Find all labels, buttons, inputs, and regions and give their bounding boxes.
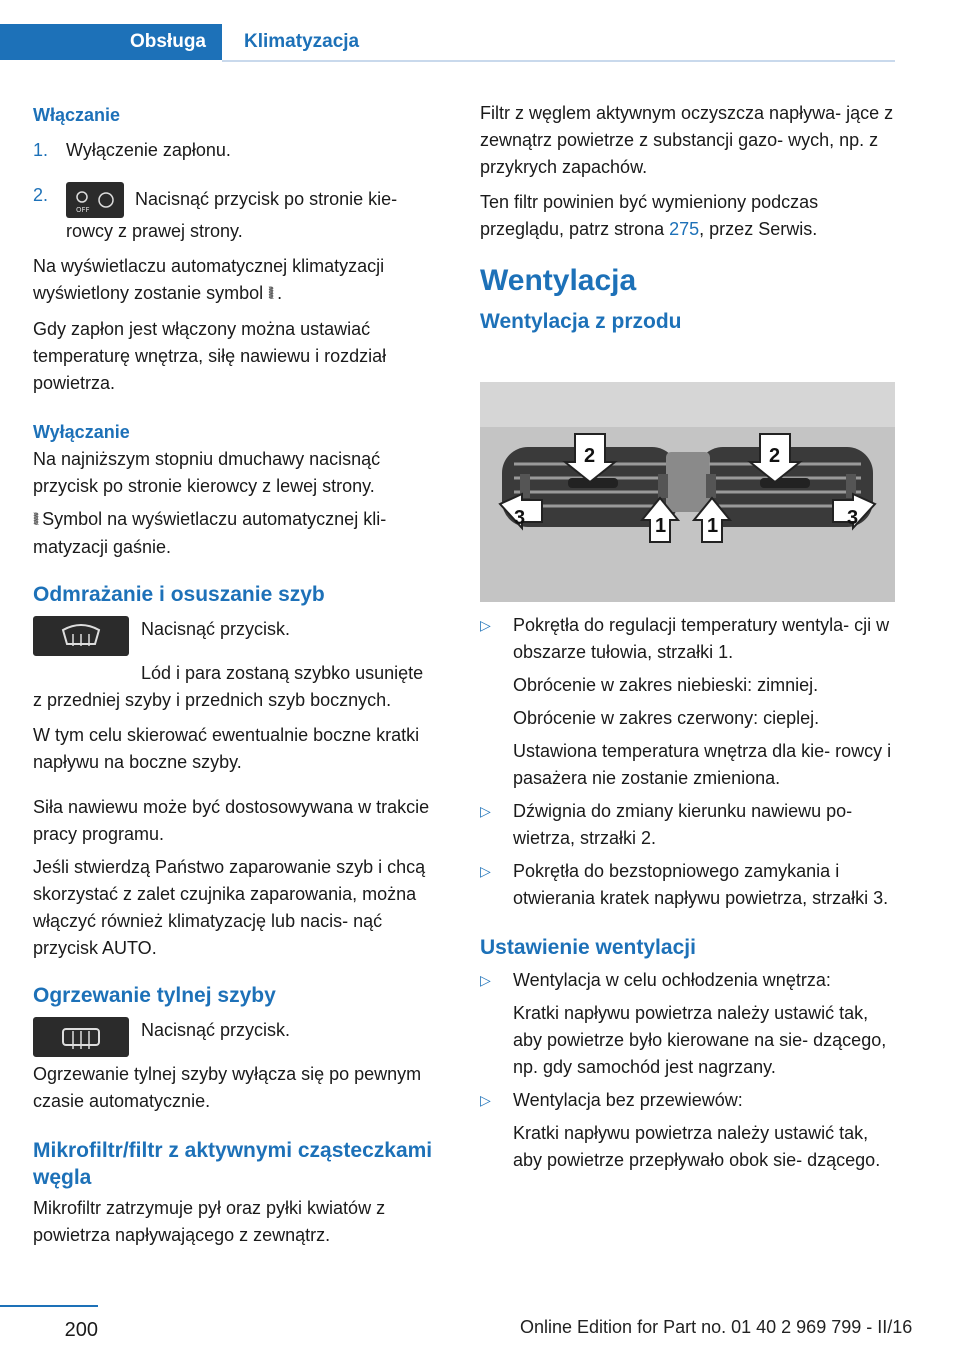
bullet-triangle-icon: ▷ — [480, 1092, 491, 1108]
bullet-triangle-icon: ▷ — [480, 803, 491, 819]
paragraph: Jeśli stwierdzą Państwo zaparowanie szyb i chcą skorzystać z zalet czujnika zaparowania, można włączyć również klimatyzację lub nacis- nąć przycisk AUTO. — [33, 857, 426, 958]
paragraph: W tym celu skierować ewentualnie boczne kratki napływu na boczne szyby. — [33, 725, 420, 772]
heading-ustawienie: Ustawienie wentylacji — [480, 936, 696, 959]
paragraph: Obrócenie w zakres czerwony: cieplej. — [513, 708, 820, 728]
right-column-lower — [480, 612, 896, 1174]
paragraph: Kratki napływu powietrza należy ustawić tak, aby powietrze było kierowane na sie- dzącego, np. gdy samochód jest nagrzany. — [513, 1003, 887, 1077]
figure-label: 1 — [655, 515, 667, 537]
svg-text:OFF: OFF — [76, 206, 90, 214]
list-item: ▷ Pokrętła do regulacji temperatury wentyla- cji w obszarze tułowia, strzałki 1. — [480, 612, 896, 666]
list-item — [33, 182, 443, 245]
vent-figure — [480, 382, 895, 602]
step-text: Nacisnąć przycisk po stronie kie- rowcy z prawej strony. — [66, 188, 398, 241]
paragraph: Lód i para zostaną szybko usunięte — [141, 663, 424, 683]
heading-odmrazanie: Odmrażanie i osuszanie szyb — [33, 583, 325, 606]
tab-divider — [222, 60, 895, 62]
paragraph: Nacisnąć przycisk. — [141, 619, 291, 639]
defrost-block — [33, 616, 443, 656]
paragraph: Obrócenie w zakres niebieski: zimniej. — [513, 675, 819, 695]
heading-wentylacja: Wentylacja — [480, 264, 637, 297]
page-number: 200 — [0, 1305, 98, 1342]
paragraph: Mikrofiltr zatrzymuje pył oraz pyłki kwiatów z powietrza napływającego z zewnątrz. — [33, 1198, 386, 1245]
paragraph: ⦚⦚⦚ Symbol na wyświetlaczu automatycznej kli- matyzacji gaśnie. — [33, 509, 387, 557]
list-item: ▷ Wentylacja bez przewiewów: — [480, 1087, 896, 1114]
figure-label: 2 — [584, 445, 596, 467]
left-column — [33, 102, 443, 1249]
paragraph: Na wyświetlaczu automatycznej klimatyzacji wyświetlony zostanie symbol ⦚⦚⦚ . — [33, 253, 443, 308]
paragraph: Filtr z węglem aktywnym oczyszcza napływa- jące z zewnątrz powietrze z substancji gazo- wych, np. z przykrych zapachów. — [480, 103, 894, 177]
paragraph: Ogrzewanie tylnej szyby wyłącza się po pewnym czasie automatycznie. — [33, 1064, 422, 1111]
paragraph: Nacisnąć przycisk. — [141, 1020, 291, 1040]
paragraph: Gdy zapłon jest włączony można ustawiać temperaturę wnętrza, siłę nawiewu i rozdział powietrza. — [33, 319, 387, 393]
tab-klimatyzacja[interactable]: Klimatyzacja — [222, 24, 895, 60]
step-text: Wyłączenie zapłonu. — [66, 140, 231, 160]
list-item: ▷ Pokrętła do bezstopniowego zamykania i otwierania kratek napływu powietrza, strzałki 3. — [480, 858, 896, 912]
paragraph: Kratki napływu powietrza należy ustawić tak, aby powietrze przepływało obok sie- dzącego. — [513, 1123, 881, 1170]
edition-text: Online Edition for Part no. 01 40 2 969 799 - II/16 — [520, 1317, 913, 1337]
paragraph: Ten filtr powinien być wymieniony podczas przeglądu, patrz strona 275, przez Serwis. — [480, 192, 819, 239]
tab-obsluga[interactable]: Obsługa — [0, 24, 222, 60]
figure-label: 3 — [514, 507, 526, 529]
list-item — [33, 137, 443, 164]
rear-heat-block — [33, 1017, 443, 1057]
page-link[interactable]: 275 — [669, 219, 700, 239]
bullet-triangle-icon: ▷ — [480, 972, 491, 988]
header-tabs — [0, 24, 895, 62]
list-item: ▷ Wentylacja w celu ochłodzenia wnętrza: — [480, 967, 896, 994]
heading-mikrofiltr: Mikrofiltr/filtr z aktywnymi cząsteczkami węgla — [33, 1139, 433, 1189]
heat-waves-icon: ⦚⦚⦚ — [268, 286, 273, 303]
heading-wylaczanie: Wyłączanie — [33, 422, 130, 442]
heat-waves-icon: ⦚⦚⦚ — [33, 512, 38, 529]
step-number: 1. — [33, 140, 49, 160]
paragraph: Siła nawiewu może być dostosowywana w trakcie pracy programu. — [33, 797, 430, 844]
paragraph: Na najniższym stopniu dmuchawy nacisnąć przycisk po stronie kierowcy z lewej strony. — [33, 449, 381, 496]
paragraph: Ustawiona temperatura wnętrza dla kie- rowcy i pasażera nie zostanie zmieniona. — [513, 741, 892, 788]
heading-wentylacja-z-przodu: Wentylacja z przodu — [480, 310, 682, 333]
rear-defrost-icon — [33, 1017, 129, 1057]
paragraph: z przedniej szyby i przednich szyb bocznych. — [33, 690, 392, 710]
bullet-triangle-icon: ▷ — [480, 617, 491, 633]
bullet-triangle-icon: ▷ — [480, 863, 491, 879]
list-item: ▷ Dźwignia do zmiany kierunku nawiewu po- wietrza, strzałki 2. — [480, 798, 896, 852]
figure-label: 3 — [847, 507, 859, 529]
heading-wlaczanie: Włączanie — [33, 105, 121, 125]
figure-label: 2 — [769, 445, 781, 467]
figure-label: 1 — [707, 515, 719, 537]
right-column — [480, 100, 896, 335]
step-number: 2. — [33, 185, 49, 205]
heading-ogrzewanie: Ogrzewanie tylnej szyby — [33, 984, 276, 1007]
front-defrost-icon — [33, 616, 129, 656]
ac-off-button-icon — [66, 182, 124, 218]
